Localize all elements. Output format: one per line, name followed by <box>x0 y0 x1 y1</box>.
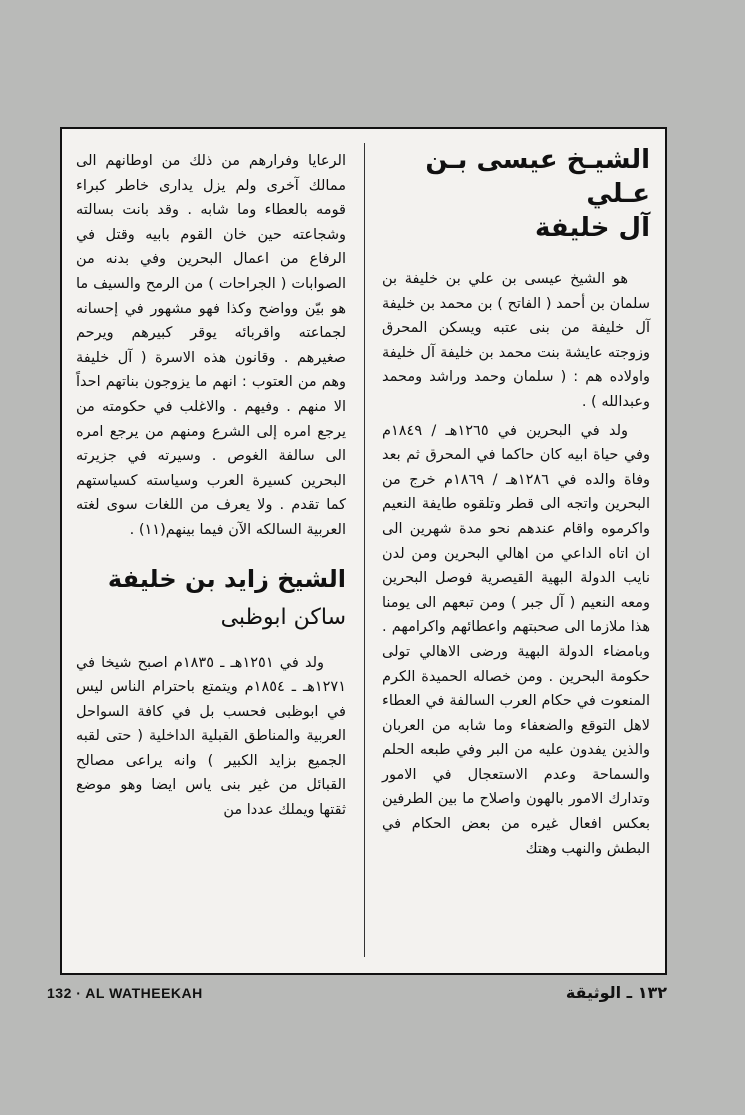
article-title-line1: الشيـخ عيسى بـن عـلي <box>425 145 650 209</box>
right-paragraph-2: ولد في البحرين في ١٢٦٥هـ / ١٨٤٩م وفي حياة ابيه كان حاكما في المحرق ثم بعد وفاة والده في ١٢٨٦هـ / ١٨٦٩م خرج من البحرين واتجه الى قطر وتلقوه طايفة النعيم واكرموه واقام عندهم نحو مدة شهرين الى ان اتاه الداعي من اهالي البحرين ومن لدن نايب الدولة البهية القيصرية فوصل البحرين ومعه النعيم ( آل جبر ) ومن تبعهم الى يومنا هذا ملازما الى صحبتهم واعطائهم واكرامهم . وبامضاء الدولة البهية ورضى الاهالي تولى حكومة البحرين . ومن خصاله الحميدة الكرم المنعوت في حكام العرب السالفة في العطاء لاهل التوقع والضعفاء وما شابه من العربان والذين يفدون عليه من البر وفي طبعه الحلم والسماحة وعدم الاستعجال في الامور وتدارك الامور بالهون واصلاح ما بين الطرفين بعكس افعال غيره من بعض الحكام في البطش والنهب وهتك <box>382 422 650 857</box>
left-paragraph: الرعايا وفرارهم من ذلك من اوطانهم الى ممالك آخرى ولم يزل يدارى خاطر كبراء قومه بالعطاء وما شابه . وقد بانت بسالته وشجاعته حين خان القوم بابيه وقتل في الرفاع من اعمال البحرين وفي بدنه من الصوابات ( الجراحات ) من الرمح والسيف ما هو بيّن وواضح وكذا فهو مشهور في إحسانه لجماعته واقربائه يوقر كبيرهم ويرحم صغيرهم . وقانون هذه الاسرة ( آل خليفة وهم من العتوب : انهم ما يزوجون بناتهم احداً الا منهم . وفيهم . والاغلب في حكومته من يرجع امره إلى الشرع ومنهم من يرجع امره الى سالفة الغوص . وسيرته في جزيرته البحرين كسيرة العرب وسياسته كسياستهم كما تقدم . ولا يعرف من اللغات سوى لغته العربية السالكه الآن فيما بينهم(١١) . <box>76 153 346 538</box>
article-title-line2: آل خليفة <box>535 213 650 243</box>
footer-left-text: 132 · AL WATHEEKAH <box>47 985 203 1001</box>
footer-right-text: ١٣٢ ـ الوثيقة <box>565 983 667 1002</box>
left-column <box>76 149 346 827</box>
section2-subtitle: ساكن ابوظبى <box>220 604 346 630</box>
column-divider <box>364 143 365 957</box>
section2-title: الشيخ زايد بن خليفة <box>107 564 346 593</box>
page-footer <box>47 985 667 1005</box>
right-column <box>382 143 650 865</box>
article-frame <box>60 127 667 975</box>
section2-paragraph: ولد في ١٢٥١هـ ـ ١٨٣٥م اصبح شيخا في ١٢٧١هـ ـ ١٨٥٤م ويتمتع باحترام الناس ليس في ابوظبى فحسب بل في كافة السواحل العربية والمناطق القبلية الداخلية ( حتى لقبه الجميع بزايد الكبير ) وانه يراعى مصالح القبائل من غير بنى ياس ايضا وهو موضع ثقتها ويملك عددا من <box>76 654 346 819</box>
right-paragraph-1: هو الشيخ عيسى بن علي بن خليفة بن سلمان بن أحمد ( الفاتح ) بن محمد بن خليفة آل خليفة من بنى عتبه ويسكن المحرق وزوجته عايشة بنت محمد بن خليفة آل خليفة واولاده هم : ( سلمان وحمد وراشد ومحمد وعبدالله ) . <box>382 271 650 410</box>
